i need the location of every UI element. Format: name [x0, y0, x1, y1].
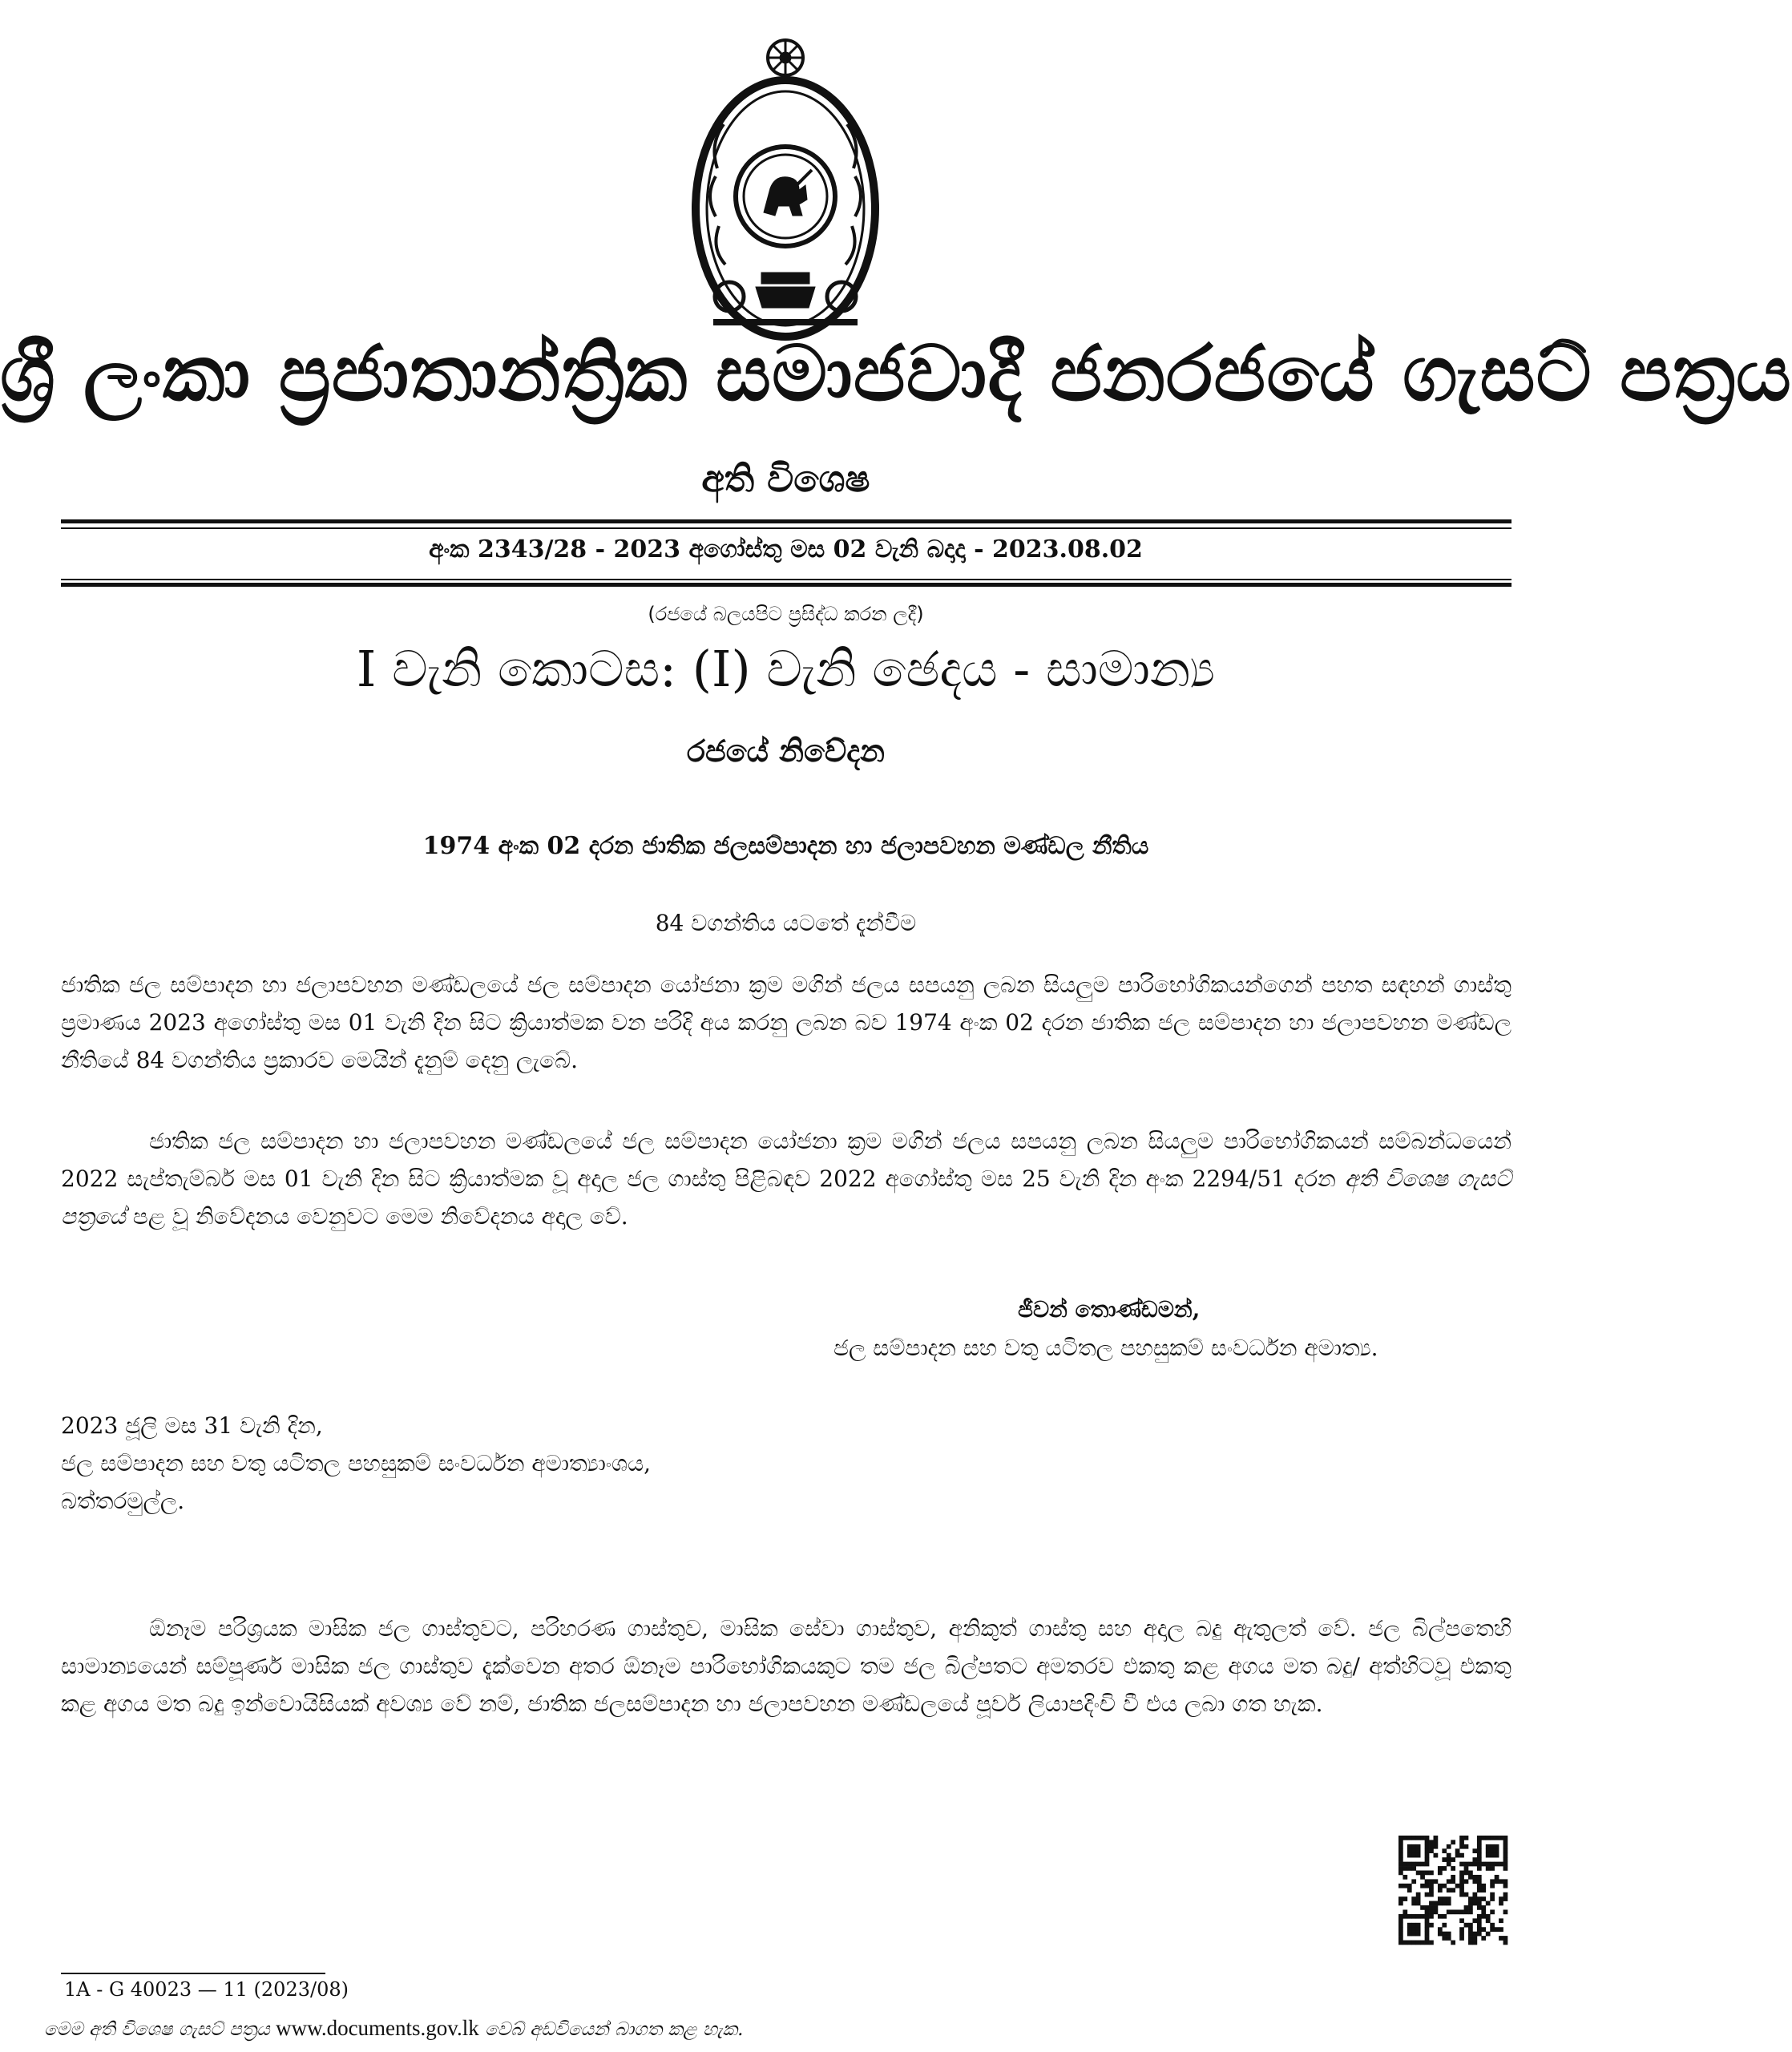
qr-code-icon: [1398, 1836, 1507, 1945]
part-title: I වැනි කොටස: (I) වැනි ඡෙදය - සාමාන්‍ය: [356, 640, 1216, 698]
gazette-subtitle: අති විශෙෂ: [701, 457, 870, 500]
paragraph-3: ඕනෑම පරිශ්‍රයක මාසික ජල ගාස්තුවට, පරිහරණ ගාස්තුව, මාසික සේවා ගාස්තුව, අනිකුත් ගාස්තු සහ අදාල බදු ඇතුලත් වේ. ජල බිල්පතෙහි සාමාන්‍යයෙන් සම්පූර්ණ මාසික ජල ගාස්තුව දැක්වෙන අතර ඕනෑම පාරිභෝගිකයකුට තම ජල බිල්පතට අමතරව එකතු කළ අගය මත බදු/ අත්හිටවූ එකතු කළ අගය මත බදු ඉන්වොයිසියක් අවශ්‍ය වේ නම්, ජාතික ජලසම්පාදන හා ජලාපවහන මණ්ඩලයේ පූර්ව ලියාපදිංචි වී එය ලබා ගත හැක.: [61, 1615, 1511, 1717]
ministry-name: ජල සම්පාදන සහ වතු යටිතල පහසුකම් සංවර්ධන අමාත්‍යාංශය,: [61, 1450, 652, 1476]
header-rule-bottom: [61, 583, 1511, 587]
published-by-authority: (රජයේ බලයපිට ප්‍රසිද්ධ කරන ලදී): [648, 603, 924, 625]
footer-note: [44, 2016, 743, 2041]
paragraph-2-text-end: පළ වූ නිවේදනය වෙනුවට මෙම නිවේදනය අදාල වේ.: [125, 1203, 628, 1230]
place-name: බත්තරමුල්ල.: [61, 1488, 185, 1514]
signatory-name: ජීවන් තොණ්ඩමන්,: [1018, 1296, 1201, 1323]
act-title: 1974 අංක 02 දරන ජාතික ජලසම්පාදන හා ජලාපවහන මණ්ඩල නීතිය: [422, 832, 1149, 860]
notification-heading: රජයේ නිවේදන: [687, 733, 885, 769]
paragraph-2-gazette-ref: අති විශෙෂ ගැසට් පත්‍රයේ: [61, 1165, 1512, 1230]
header-rule-bottom-thin: [61, 579, 1511, 580]
state-emblem: [685, 32, 886, 337]
paragraph-1: ජාතික ජල සම්පාදන හා ජලාපවහන මණ්ඩලයේ ජල සම්පාදන යෝජනා ක්‍රම මගින් ජලය සපයනු ලබන සියලුම පාරිභෝගිකයන්ගෙන් පහත සඳහන් ගාස්තු ප්‍රමාණය 2023 අගෝස්තු මස 01 වැනි දින සිට ක්‍රියාත්මක වන පරිදි අය කරනු ලබන බව 1974 අංක 02 දරන ජාතික ජල සම්පාදන හා ජලාපවහන මණ්ඩල නීතියේ 84 වගන්තිය ප්‍රකාරව මෙයින් දැනුම් දෙනු ලැබේ.: [61, 971, 1511, 1073]
date-block: [61, 1407, 651, 1520]
signatory-title: ජල සම්පාදන සහ වතු යටිතල පහසුකම් සංවර්ධන අමාත්‍ය.: [833, 1335, 1378, 1361]
section-line: 84 වගන්තිය යටතේ දැන්වීම: [655, 910, 917, 936]
footer-note-text: මෙම අති විශෙෂ ගැසට් පත්‍රය: [44, 2019, 276, 2040]
issue-date: 2023 ජූලි මස 31 වැනි දින,: [61, 1412, 323, 1439]
paragraph-2: [61, 1122, 1511, 1235]
issue-line: අංක 2343/28 - 2023 අගෝස්තු මස 02 වැනි බදාදා - 2023.08.02: [429, 535, 1143, 563]
footer-note-text-end: වෙබ් අඩවියෙන් බාගත කළ හැක.: [478, 2019, 744, 2040]
paragraph-2-text: ජාතික ජල සම්පාදන හා ජලාපවහන මණ්ඩලයේ ජල සම්පාදන යෝජනා ක්‍රම මගින් ජලය සපයනු ලබන සියලුම පාරිභෝගිකයන් සම්බන්ධයෙන් 2022 සැප්තැම්බර් මස 01 වැනි දින සිට ක්‍රියාත්මක වූ අදාල ජල ගාස්තු පිළිබඳව 2022 අගෝස්තු මස 25 වැනි දින අංක 2294/51 දරන: [61, 1128, 1511, 1192]
footer-rule: [61, 1973, 325, 1974]
footer-code: 1A - G 40023 — 11 (2023/08): [64, 1978, 349, 2001]
gazette-title: ශ්‍රී ලංකා ප්‍රජාතාන්ත්‍රික සමාජවාදී ජනරජයේ ගැසට් පත්‍රය: [0, 329, 1792, 418]
header-rule-top: [61, 519, 1511, 523]
documents-website-link[interactable]: www.documents.gov.lk: [276, 2016, 479, 2040]
qr-code: [1398, 1836, 1507, 1945]
sri-lanka-emblem-icon: [685, 32, 886, 337]
header-rule-top-thin: [61, 527, 1511, 529]
